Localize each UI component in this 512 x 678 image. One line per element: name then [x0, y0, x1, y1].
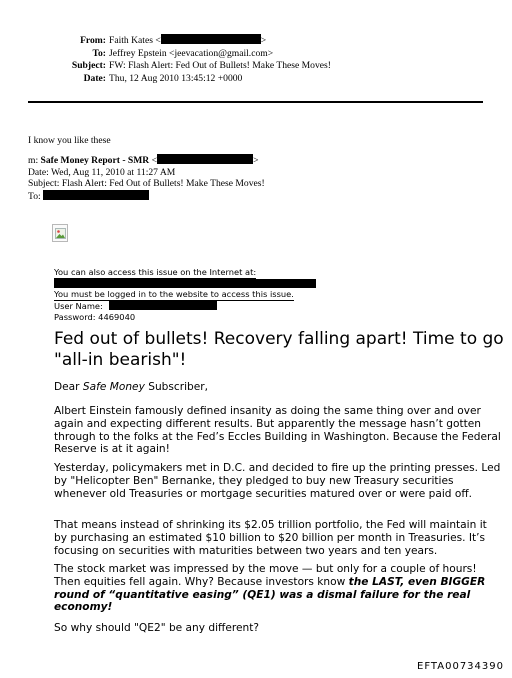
to-label: To: — [92, 47, 106, 59]
subject-value: FW: Flash Alert: Fed Out of Bullets! Make These Moves! — [109, 60, 331, 72]
from-close: > — [260, 35, 267, 46]
forwarded-from-open: < — [149, 155, 158, 166]
paragraph-4-emphasis: the LAST, even BIGGER round of “quantitative easing” (QE1) was a dismal failure for the real economy! — [54, 575, 486, 614]
redaction-bar — [157, 154, 253, 164]
intro-line: I know you like these — [28, 135, 111, 146]
forwarded-from-prefix: m: — [28, 155, 41, 166]
paragraph-5: So why should "QE2" be any different? — [54, 622, 260, 634]
header-from-row — [0, 34, 512, 48]
salutation — [54, 381, 502, 394]
redaction-bar — [54, 279, 316, 288]
paragraph-1: Albert Einstein famously defined insanity as doing the same thing over and over again and expecting different results. But apparently the message hasn’t gotten through to the folks at the Fed’s Eccles Building in Washington. Because the Federal Reserve is at it again! — [54, 405, 501, 456]
from-label: From: — [80, 35, 106, 46]
header-to-row — [0, 48, 512, 61]
access-info — [54, 267, 316, 322]
image-glyph-icon — [55, 228, 66, 239]
subject-label: Subject: — [71, 60, 106, 72]
salutation-post: Subscriber, — [144, 381, 208, 393]
redaction-bar — [161, 34, 261, 44]
user-name-row — [54, 301, 316, 312]
user-name-label: User Name: — [54, 300, 103, 311]
paragraph-3: That means instead of shrinking its $2.05 trillion portfolio, the Fed will maintain it by purchasing an estimated $10 billion to $20 billion per month in Treasuries. It’s focusing on securities with maturities between two years and ten years. — [54, 519, 487, 557]
email-header — [0, 34, 512, 85]
forwarded-to-row — [28, 190, 265, 203]
paragraph-4-text: The stock market was impressed by the move — but only for a couple of hours! Then equities fell again. Why? Because investors know — [54, 563, 477, 588]
password-line: Password: 4469040 — [54, 311, 136, 322]
header-subject-row — [0, 60, 512, 73]
redaction-bar — [43, 190, 149, 200]
salutation-name: Safe Money — [82, 381, 145, 393]
to-value: Jeffrey Epstein <jeevacation@gmail.com> — [109, 47, 274, 59]
article-headline: Fed out of bullets! Recovery falling apart! Time to go "all-in bearish"! — [54, 329, 504, 370]
internet-access-link[interactable]: You can also access this issue on the Internet at: — [54, 267, 257, 277]
forwarded-from-close: > — [253, 155, 259, 166]
document-id: EFTA00734390 — [417, 661, 504, 672]
broken-image-icon — [52, 224, 68, 242]
paragraph-4 — [54, 563, 502, 614]
forwarded-date: Date: Wed, Aug 11, 2010 at 11:27 AM — [28, 166, 176, 178]
forwarded-to-label: To: — [28, 190, 41, 202]
forwarded-header — [28, 154, 265, 202]
header-date-row — [0, 73, 512, 86]
date-label: Date: — [83, 72, 106, 84]
redaction-bar — [109, 301, 217, 310]
from-value: Faith Kates < — [109, 35, 161, 46]
forwarded-from-name: Safe Money Report - SMR — [40, 155, 150, 166]
login-notice[interactable]: You must be logged in to the website to access this issue. — [54, 289, 294, 300]
forwarded-subject: Subject: Flash Alert: Fed Out of Bullets! Make These Moves! — [28, 178, 265, 189]
paragraph-2: Yesterday, policymakers met in D.C. and decided to fire up the printing presses. Led by "Helicopter Ben" Bernanke, they pledged to buy new Treasury securities whenever old Treasuries or mortgage securities matured over or were paid off. — [54, 462, 501, 500]
forwarded-from-row — [28, 154, 265, 167]
salutation-pre: Dear — [54, 381, 83, 393]
header-divider — [28, 101, 483, 103]
date-value: Thu, 12 Aug 2010 13:45:12 +0000 — [109, 72, 243, 84]
